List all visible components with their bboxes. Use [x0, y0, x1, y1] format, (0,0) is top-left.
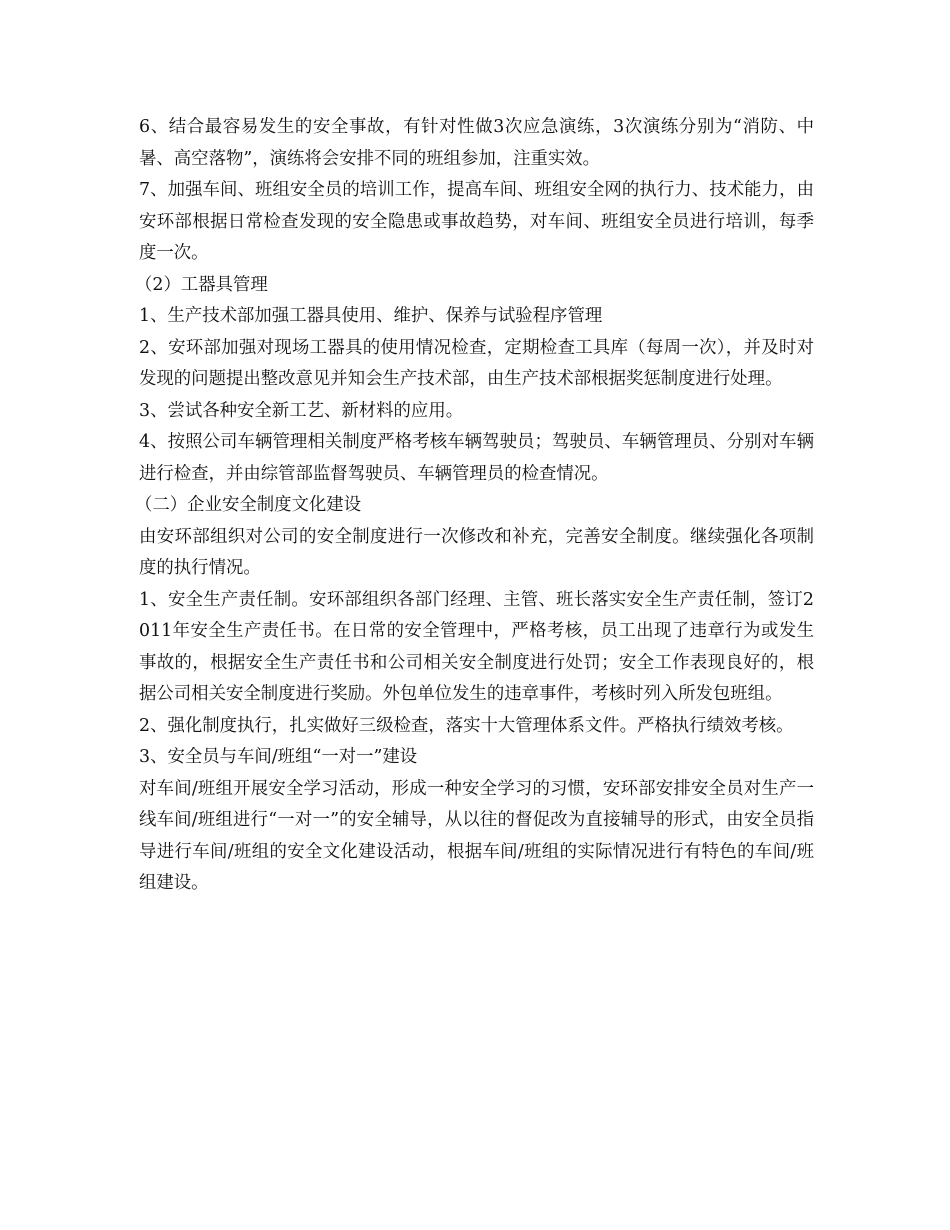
paragraph-enforcement: 2、强化制度执行，扎实做好三级检查，落实十大管理体系文件。严格执行绩效考核。: [139, 715, 794, 736]
paragraph-responsibility-system: 1、安全生产责任制。安环部组织各部门经理、主管、班长落实安全生产责任制，签订2011年安全生产责任书。在日常的安全管理中，严格考核，员工出现了违章行为或发生事故的，根据安全生产责任书和公司相关安全制度进行处罚；安全工作表现良好的，根据公司相关安全制度进行奖励。外包单位发生的违章事件，考核时列入所发包班组。: [139, 589, 814, 704]
paragraph-vehicle-management: 4、按照公司车辆管理相关制度严格考核车辆驾驶员；驾驶员、车辆管理员、分别对车辆进行检查，并由综管部监督驾驶员、车辆管理员的检查情况。: [139, 432, 814, 484]
paragraph-tool-inspection: 2、安环部加强对现场工器具的使用情况检查，定期检查工具库（每周一次），并及时对发现的问题提出整改意见并知会生产技术部，由生产技术部根据奖惩制度进行处理。: [139, 337, 814, 389]
paragraph-tool-procedure: 1、生产技术部加强工器具使用、维护、保养与试验程序管理: [139, 306, 603, 326]
section-heading-culture: （二）企业安全制度文化建设: [135, 495, 362, 515]
paragraph-one-on-one-detail: 对车间/班组开展安全学习活动，形成一种安全学习的习惯，安环部安排安全员对生产一线车间/班组进行“一对一”的安全辅导，从以往的督促改为直接辅导的形式，由安全员指导进行车间/班组的安全文化建设活动，根据车间/班组的实际情况进行有特色的车间/班组建设。: [139, 778, 814, 893]
paragraph-drill: 6、结合最容易发生的安全事故，有针对性做3次应急演练，3次演练分别为“消防、中暑、高空落物”，演练将会安排不同的班组参加，注重实效。: [139, 117, 814, 169]
paragraph-safety-officer-training: 7、加强车间、班组安全员的培训工作，提高车间、班组安全网的执行力、技术能力，由安环部根据日常检查发现的安全隐患或事故趋势，对车间、班组安全员进行培训，每季度一次。: [139, 180, 814, 263]
paragraph-one-on-one-title: 3、安全员与车间/班组“一对一”建设: [139, 747, 418, 767]
document-body: [135, 112, 814, 900]
section-heading-tools: （2）工器具管理: [135, 274, 268, 295]
paragraph-system-revision: 由安环部组织对公司的安全制度进行一次修改和补充，完善安全制度。继续强化各项制度的执行情况。: [139, 526, 814, 578]
paragraph-new-materials: 3、尝试各种安全新工艺、新材料的应用。: [139, 400, 464, 421]
